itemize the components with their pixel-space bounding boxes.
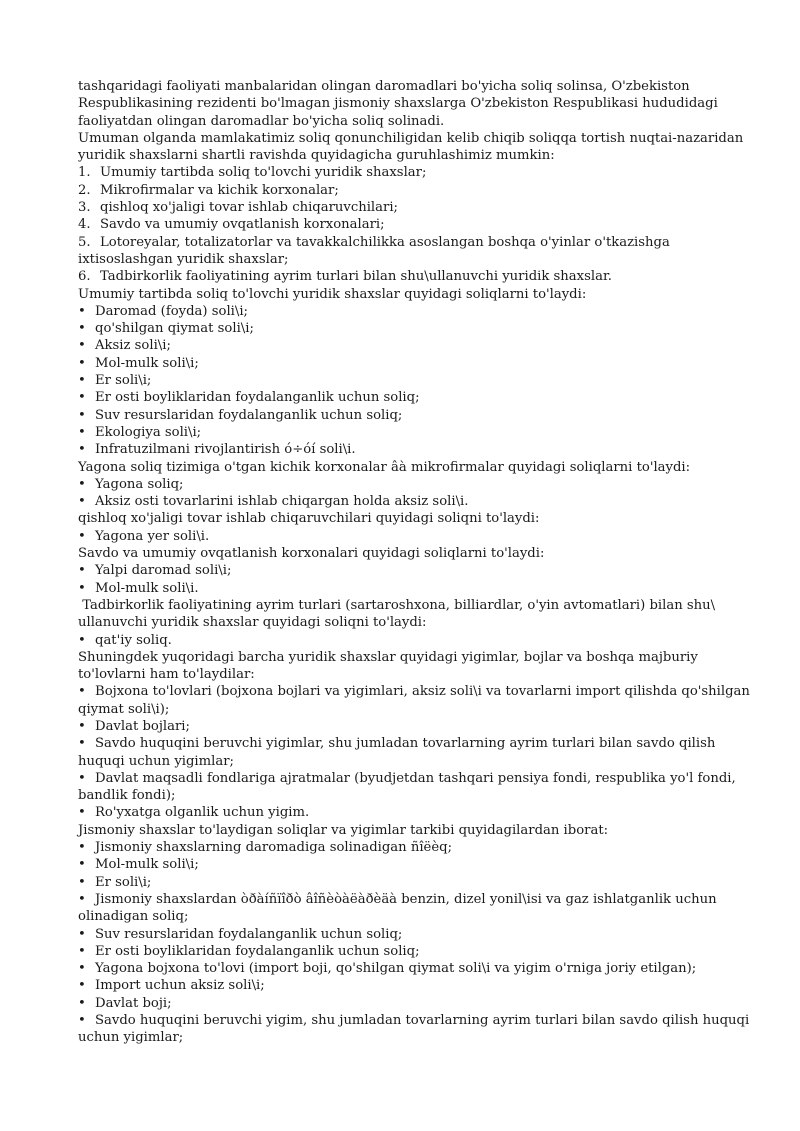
list-item-text: qishloq xo'jaligi tovar ishlab chiqaruvchilari; <box>100 200 398 216</box>
bullet-marker: • <box>78 338 86 354</box>
list-number: 2. <box>78 182 91 198</box>
list-item-text: Mol-mulk soli\i; <box>95 857 199 873</box>
numbered-list-item <box>78 199 760 216</box>
bullet-list-item <box>78 718 760 735</box>
bullet-marker: • <box>78 632 86 648</box>
list-item-text: Jismoniy shaxslardan òðàíñïîðò âîñèòàëàðèäà benzin, dizel yonil\isi va gaz ishlatganlik uchun olinadigan soliq; <box>78 891 721 925</box>
bullet-marker: • <box>78 390 86 406</box>
list-item-text: Daromad (foyda) soli\i; <box>95 303 248 319</box>
bullet-marker: • <box>78 943 86 959</box>
list-item-text: Davlat maqsadli fondlariga ajratmalar (byudjetdan tashqari pensiya fondi, respublika yo'l fondi, bandlik fondi); <box>78 770 740 804</box>
list-item-text: Ekologiya soli\i; <box>95 424 202 440</box>
bullet-marker: • <box>78 684 86 700</box>
bullet-list-item <box>78 441 760 458</box>
paragraph: Yagona soliq tizimiga o'tgan kichik korxonalar âà mikrofirmalar quyidagi soliqlarni to'laydi: <box>78 459 691 475</box>
list-item-text: Mikrofirmalar va kichik korxonalar; <box>100 182 339 198</box>
bullet-list-item <box>78 580 760 597</box>
list-item-text: Yagona soliq; <box>95 476 184 492</box>
bullet-list-item <box>78 372 760 389</box>
bullet-list-item <box>78 960 760 977</box>
list-item-text: Suv resurslaridan foydalanganlik uchun soliq; <box>95 926 403 942</box>
bullet-marker: • <box>78 770 86 786</box>
bullet-marker: • <box>78 528 86 544</box>
list-item-text: Lotoreyalar, totalizatorlar va tavakkalchilikka asoslangan boshqa o'yinlar o'tkazishga ixtisoslashgan yuridik shaxslar; <box>78 234 675 267</box>
bullet-list-item <box>78 407 760 424</box>
bullet-list-item <box>78 804 760 821</box>
bullet-marker: • <box>78 736 86 752</box>
list-item-text: Savdo va umumiy ovqatlanish korxonalari; <box>100 217 385 233</box>
bullet-list-item <box>78 683 760 718</box>
bullet-marker: • <box>78 891 86 907</box>
bullet-list-item <box>78 943 760 960</box>
paragraph: Tadbirkorlik faoliyatining ayrim turlari (sartaroshxona, billiardlar, o'yin avtomatlari) bilan shu\ ullanuvchi yuridik shaxslar quyidagi soliqni to'laydi: <box>78 597 720 631</box>
list-item-text: Import uchun aksiz soli\i; <box>95 978 265 994</box>
bullet-marker: • <box>78 874 86 890</box>
numbered-list-item <box>78 216 760 233</box>
bullet-marker: • <box>78 961 86 977</box>
paragraph: qishloq xo'jaligi tovar ishlab chiqaruvchilari quyidagi soliqni to'laydi: <box>78 511 540 527</box>
list-item-text: qo'shilgan qiymat soli\i; <box>95 321 254 337</box>
list-item-text: Bojxona to'lovlari (bojxona bojlari va yigimlari, aksiz soli\i va tovarlarni import qilishda qo'shilgan qiymat soli\i); <box>78 684 755 717</box>
bullet-list-item <box>78 977 760 994</box>
bullet-marker: • <box>78 355 86 371</box>
numbered-list-item <box>78 268 760 285</box>
bullet-marker: • <box>78 424 86 440</box>
bullet-list-item <box>78 337 760 354</box>
list-item-text: Yagona yer soli\i. <box>95 528 210 544</box>
bullet-list-item <box>78 1012 760 1047</box>
list-item-text: qat'iy soliq. <box>95 632 172 648</box>
bullet-list-item <box>78 476 760 493</box>
list-item-text: Yalpi daromad soli\i; <box>95 563 232 579</box>
bullet-list-item <box>78 389 760 406</box>
list-item-text: Ro'yxatga olganlik uchun yigim. <box>95 805 310 821</box>
numbered-list-item <box>78 234 760 269</box>
list-item-text: Er soli\i; <box>95 373 152 389</box>
bullet-list-item <box>78 528 760 545</box>
list-item-text: Yagona bojxona to'lovi (import boji, qo'shilgan qiymat soli\i va yigim o'rniga joriy etilgan); <box>95 961 697 977</box>
paragraph: Umuman olganda mamlakatimiz soliq qonunchiligidan kelib chiqib soliqqa tortish nuqtai-nazaridan yuridik shaxslarni shartli ravishda quyidagicha guruhlashimiz mumkin: <box>78 130 748 164</box>
list-item-text: Suv resurslaridan foydalanganlik uchun soliq; <box>95 407 403 423</box>
bullet-list-item <box>78 632 760 649</box>
bullet-marker: • <box>78 321 86 337</box>
bullet-list-item <box>78 926 760 943</box>
bullet-marker: • <box>78 442 86 458</box>
list-number: 3. <box>78 200 91 216</box>
bullet-marker: • <box>78 303 86 319</box>
bullet-marker: • <box>78 840 86 856</box>
bullet-marker: • <box>78 563 86 579</box>
list-number: 6. <box>78 269 91 285</box>
bullet-list-item <box>78 995 760 1012</box>
bullet-marker: • <box>78 494 86 510</box>
list-item-text: Mol-mulk soli\i. <box>95 580 199 596</box>
bullet-list-item <box>78 770 760 805</box>
bullet-marker: • <box>78 857 86 873</box>
list-number: 1. <box>78 165 91 181</box>
bullet-marker: • <box>78 373 86 389</box>
bullet-list-item <box>78 839 760 856</box>
list-item-text: Savdo huquqini beruvchi yigim, shu jumladan tovarlarning ayrim turlari bilan savdo qilish huquqi uchun yigimlar; <box>78 1013 754 1046</box>
bullet-list-item <box>78 493 760 510</box>
list-item-text: Er soli\i; <box>95 874 152 890</box>
bullet-list-item <box>78 424 760 441</box>
bullet-marker: • <box>78 476 86 492</box>
list-item-text: Jismoniy shaxslarning daromadiga solinadigan ñîëèq; <box>95 840 453 856</box>
bullet-marker: • <box>78 926 86 942</box>
bullet-list-item <box>78 735 760 770</box>
numbered-list-item <box>78 164 760 181</box>
list-item-text: Tadbirkorlik faoliyatining ayrim turlari bilan shu\ullanuvchi yuridik shaxslar. <box>100 269 612 285</box>
paragraph: Umumiy tartibda soliq to'lovchi yuridik shaxslar quyidagi soliqlarni to'laydi: <box>78 286 587 302</box>
bullet-marker: • <box>78 995 86 1011</box>
bullet-list-item <box>78 874 760 891</box>
paragraph: tashqaridagi faoliyati manbalaridan olingan daromadlari bo'yicha soliq solinsa, O'zbekiston Respublikasining rezidenti bo'lmagan jismoniy shaxslarga O'zbekiston Respublikasi hududidagi faoliyatdan olingan daromadlar bo'yicha soliq solinadi. <box>78 79 722 129</box>
list-item-text: Umumiy tartibda soliq to'lovchi yuridik shaxslar; <box>100 165 427 181</box>
bullet-marker: • <box>78 407 86 423</box>
bullet-list-item <box>78 320 760 337</box>
paragraph: Shuningdek yuqoridagi barcha yuridik shaxslar quyidagi yigimlar, bojlar va boshqa majburiy to'lovlarni ham to'laydilar: <box>78 649 703 683</box>
list-item-text: Davlat boji; <box>95 995 172 1011</box>
paragraph: Jismoniy shaxslar to'laydigan soliqlar va yigimlar tarkibi quyidagilardan iborat: <box>78 822 609 838</box>
list-number: 5. <box>78 234 91 250</box>
list-item-text: Mol-mulk soli\i; <box>95 355 199 371</box>
list-item-text: Savdo huquqini beruvchi yigimlar, shu jumladan tovarlarning ayrim turlari bilan savdo qilish huquqi uchun yigimlar; <box>78 736 720 769</box>
paragraph: Savdo va umumiy ovqatlanish korxonalari quyidagi soliqlarni to'laydi: <box>78 546 545 562</box>
bullet-marker: • <box>78 805 86 821</box>
list-item-text: Aksiz soli\i; <box>95 338 171 354</box>
bullet-marker: • <box>78 978 86 994</box>
document-body <box>78 78 760 1047</box>
bullet-list-item <box>78 562 760 579</box>
bullet-marker: • <box>78 580 86 596</box>
bullet-list-item <box>78 303 760 320</box>
list-item-text: Er osti boyliklaridan foydalanganlik uchun soliq; <box>95 943 420 959</box>
list-item-text: Infratuzilmani rivojlantirish ó÷óí soli\i. <box>95 442 356 458</box>
bullet-marker: • <box>78 1013 86 1029</box>
list-item-text: Davlat bojlari; <box>95 718 190 734</box>
bullet-list-item <box>78 891 760 926</box>
bullet-list-item <box>78 856 760 873</box>
bullet-marker: • <box>78 718 86 734</box>
list-item-text: Aksiz osti tovarlarini ishlab chiqargan holda aksiz soli\i. <box>95 494 469 510</box>
list-number: 4. <box>78 217 91 233</box>
list-item-text: Er osti boyliklaridan foydalanganlik uchun soliq; <box>95 390 420 406</box>
numbered-list-item <box>78 182 760 199</box>
bullet-list-item <box>78 355 760 372</box>
